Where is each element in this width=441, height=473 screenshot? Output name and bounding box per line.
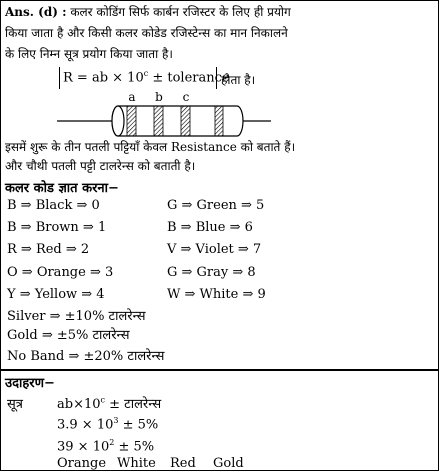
example-color-gold: Gold xyxy=(213,456,244,471)
example-formula-exp: c xyxy=(100,395,105,405)
resistor-end-left xyxy=(112,106,124,136)
example-line-3-rest: ± 5% xyxy=(114,439,155,455)
example-line-2-exp: 3 xyxy=(113,416,119,425)
code-left-3: O ⇒ Orange ⇒ 3 xyxy=(7,265,114,280)
example-line-3 xyxy=(57,438,154,454)
explain-line-1: इसमें शुरू के तीन पतली पट्टियाँ केवल Resistance को बताते हैं। xyxy=(5,140,296,154)
example-formula xyxy=(57,394,161,412)
explain-line-2: और चौथी पतली पट्टी टालरेन्स को बताती है। xyxy=(5,159,196,173)
sutra-label: सूत्र xyxy=(7,397,23,412)
tolerance-gold: Gold ⇒ ±5% टालरेन्स xyxy=(7,328,130,343)
band-tolerance xyxy=(215,106,223,136)
example-formula-rest: ± टालरेन्स xyxy=(105,397,162,412)
formula-exponent: c xyxy=(143,69,149,78)
resistance-formula xyxy=(63,69,230,85)
code-left-4: Y ⇒ Yellow ⇒ 4 xyxy=(7,287,105,302)
resistor-diagram xyxy=(1,89,438,139)
answer-label: Ans. (d) : xyxy=(5,5,67,19)
band-label-c: c xyxy=(182,90,190,104)
tolerance-silver: Silver ⇒ ±10% टालरेन्स xyxy=(7,309,146,324)
code-left-1: B ⇒ Brown ⇒ 1 xyxy=(7,220,107,235)
band-b xyxy=(154,106,163,136)
code-right-3: G ⇒ Gray ⇒ 8 xyxy=(167,265,256,280)
answer-line-1 xyxy=(5,4,291,21)
code-left-2: R ⇒ Red ⇒ 2 xyxy=(7,242,90,257)
example-line-2 xyxy=(57,416,158,432)
code-left-0: B ⇒ Black ⇒ 0 xyxy=(7,198,100,213)
example-line-3-exp: 2 xyxy=(109,438,115,447)
formula-tail: होता है। xyxy=(221,73,256,87)
band-label-b: b xyxy=(155,90,163,104)
example-formula-main: ab×10 xyxy=(57,397,101,412)
band-label-a: a xyxy=(128,90,136,104)
example-heading: उदाहरण− xyxy=(5,376,55,391)
example-section xyxy=(1,369,438,472)
answer-section xyxy=(1,1,438,369)
example-line-3-main: 39 × 10 xyxy=(57,439,110,455)
code-right-1: B ⇒ Blue ⇒ 6 xyxy=(167,220,253,235)
example-color-white: White xyxy=(117,456,156,471)
tolerance-no-band: No Band ⇒ ±20% टालरेन्स xyxy=(7,349,165,364)
example-color-red: Red xyxy=(170,456,196,471)
code-right-2: V ⇒ Violet ⇒ 7 xyxy=(167,242,262,257)
answer-line-3: के लिए निम्न सूत्र प्रयोग किया जाता है। xyxy=(5,47,173,61)
band-c xyxy=(181,106,190,136)
formula-rest: ± tolerance xyxy=(148,70,230,86)
example-color-orange: Orange xyxy=(57,456,107,471)
formula-main: R = ab × 10 xyxy=(63,70,144,86)
answer-line-2: किया जाता है और किसी कलर कोडेड रजिस्टेन्स का मान निकालने xyxy=(5,26,288,40)
band-a xyxy=(127,106,136,136)
example-line-2-main: 3.9 × 10 xyxy=(57,417,114,433)
answer-text-1: कलर कोडिंग सिर्फ कार्बन रजिस्टर के लिए ही प्रयोग xyxy=(70,5,291,19)
code-right-4: W ⇒ White ⇒ 9 xyxy=(167,287,266,302)
color-code-heading: कलर कोड ज्ञात करना− xyxy=(5,181,119,196)
code-right-0: G ⇒ Green ⇒ 5 xyxy=(167,198,265,213)
example-line-2-rest: ± 5% xyxy=(118,417,159,433)
